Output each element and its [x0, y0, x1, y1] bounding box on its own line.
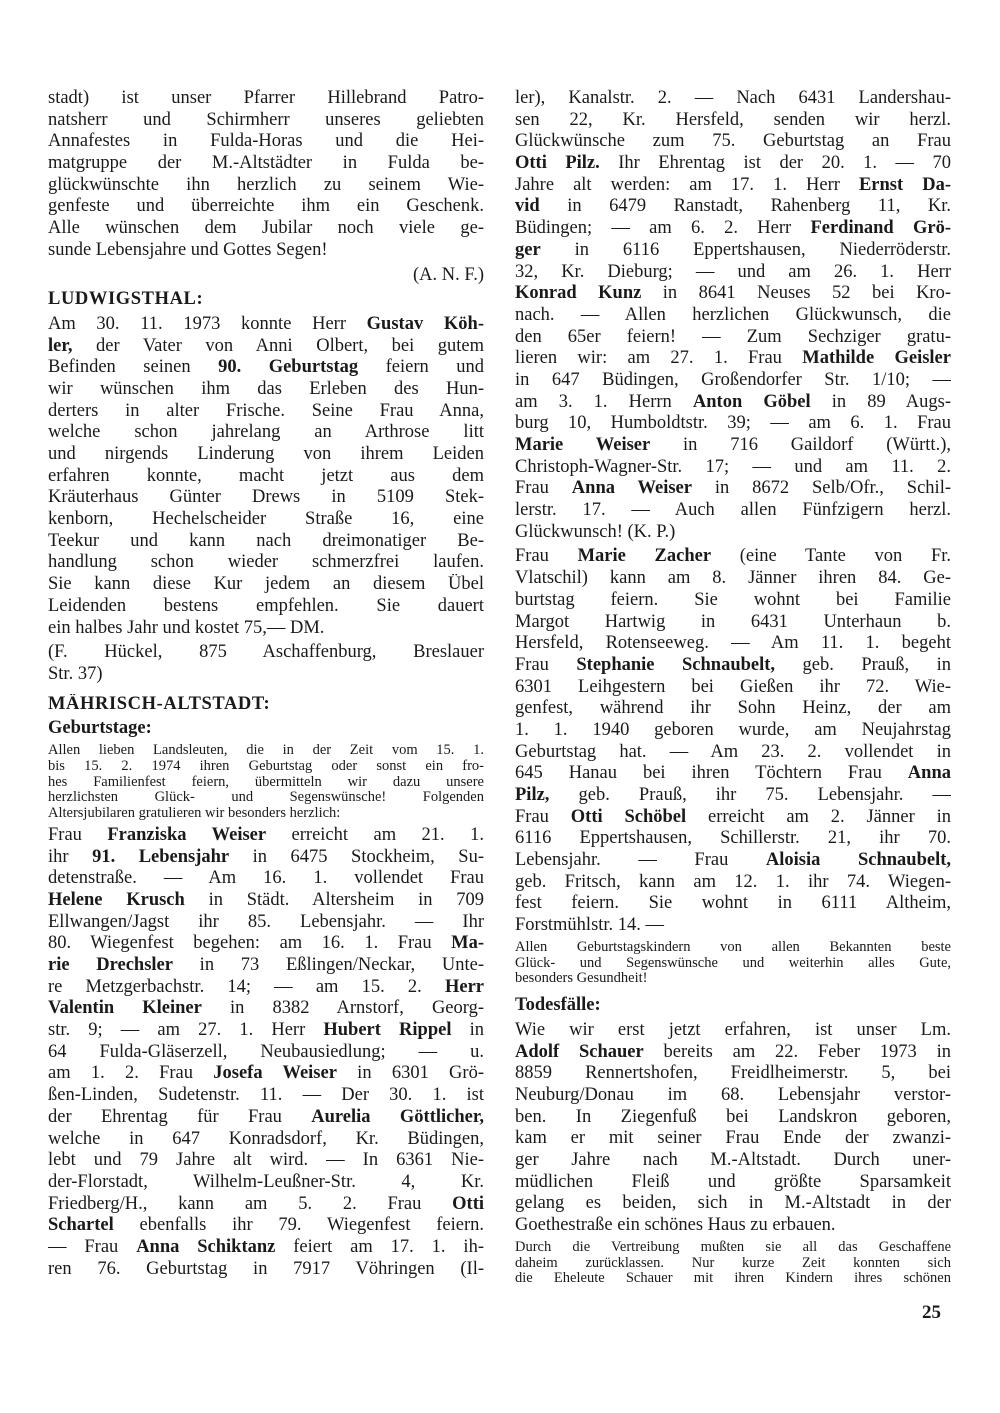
bold-name: Stephanie Schnaubelt,: [576, 654, 776, 675]
text-line: [48, 868, 484, 890]
text-line: [48, 1107, 484, 1129]
text-line: [48, 1259, 484, 1281]
bold-name: Aloisia Schnaubelt,: [765, 850, 951, 871]
text-run: erreicht am 2. Jänner in: [686, 806, 951, 827]
text-run: kam er mit seiner Frau Ende der zwanzi-: [515, 1128, 951, 1149]
bold-name: Otti: [452, 1193, 484, 1214]
text-line: [515, 763, 951, 785]
text-run: welche schon jahrelang an Arthrose litt: [48, 422, 484, 443]
text-line: [515, 88, 951, 110]
bold-name: Adolf Schauer: [515, 1041, 644, 1062]
text-run: Glück- und Segenswünsche und weiterhin alles Gute,: [515, 955, 951, 971]
text-line: [48, 1085, 484, 1107]
text-line: [515, 435, 951, 457]
text-line: [48, 1172, 484, 1194]
text-line: [515, 1085, 951, 1107]
text-run: bereits am 22. Feber 1973 in: [643, 1041, 951, 1062]
text-run: feiern und: [358, 357, 484, 378]
page-number: 25: [922, 1302, 941, 1323]
text-line: [515, 500, 951, 522]
text-line: [515, 522, 951, 544]
text-line: [515, 872, 951, 894]
text-line: [48, 240, 484, 262]
text-line: [48, 912, 484, 934]
bold-name: rie Drechsler: [48, 955, 173, 976]
left-column: [48, 88, 484, 1283]
text-run: fest feiern. Sie wohnt in 6111 Altheim,: [515, 893, 951, 914]
bold-name: Ferdinand Grö-: [810, 218, 951, 239]
text-run: 645 Hanau bei ihren Töchtern Frau: [515, 763, 908, 784]
text-line: [515, 655, 951, 677]
text-run: herzlichsten Glück- und Segenswünsche! Folgenden: [48, 790, 484, 806]
text-run: Glückwünsche zum 75. Geburtstag an Frau: [515, 131, 951, 152]
bold-name: Franziska Weiser: [107, 824, 267, 845]
text-run: ger Jahre nach M.-Altstadt. Durch uner-: [515, 1150, 951, 1171]
text-line: [515, 785, 951, 807]
paragraph: [48, 314, 484, 639]
text-run: Befinden seinen: [48, 357, 219, 378]
text-line: [515, 1240, 951, 1256]
text-run: in 8641 Neuses 52 bei Kro-: [641, 283, 951, 304]
text-line: [515, 546, 951, 568]
bold-name: vid: [515, 196, 540, 217]
text-run: hes Familienfest feiern, übermitteln wir dazu unsere: [48, 774, 484, 790]
text-line: [48, 574, 484, 596]
text-run: erreicht am 21. 1.: [266, 824, 484, 845]
text-run: burg 10, Humboldtstr. 39; — am 6. 1. Frau: [515, 413, 951, 434]
text-line: [48, 289, 484, 311]
text-run: (eine Tante von Fr.: [711, 546, 951, 567]
section-heading: [48, 289, 484, 311]
text-run: glückwünschte ihn herzlich zu seinem Wie-: [48, 174, 484, 195]
text-run: Goethestraße ein schönes Haus zu erbauen.: [515, 1215, 836, 1236]
text-run: handlung schon wieder schmerzfrei laufen.: [48, 552, 484, 573]
text-run: natsherr und Schirmherr unseres geliebten: [48, 109, 484, 130]
text-line: [48, 487, 484, 509]
text-run: kenborn, Hechelscheider Straße 16, eine: [48, 509, 484, 530]
text-run: ben. In Ziegenfuß bei Landskron geboren,: [515, 1106, 951, 1127]
bold-name: 90. Geburtstag: [218, 357, 359, 378]
text-line: [48, 847, 484, 869]
text-line: [48, 743, 484, 759]
text-run: Christoph-Wagner-Str. 17; — und am 11. 2.: [515, 456, 951, 477]
paragraph: [48, 825, 484, 1280]
text-line: [48, 509, 484, 531]
text-run: Frau: [515, 546, 578, 567]
text-run: der Ehrentag für Frau: [48, 1106, 312, 1127]
text-line: [515, 283, 951, 305]
text-line: [48, 596, 484, 618]
text-run: Frau: [515, 806, 571, 827]
text-line: [515, 590, 951, 612]
text-run: 6301 Leihgestern bei Gießen ihr 72. Wie-: [515, 676, 951, 697]
text-line: [515, 110, 951, 132]
text-line: [515, 893, 951, 915]
text-run: Frau: [515, 654, 577, 675]
text-run: den 65er feiern! — Zum Sechziger gratu-: [515, 326, 951, 347]
text-run: ßen-Linden, Sudetenstr. 11. — Der 30. 1. ist: [48, 1085, 484, 1106]
text-run: daheim zurücklassen. Nur kurze Zeit konnten sich: [515, 1255, 951, 1271]
bold-name: Herr: [444, 976, 484, 997]
text-line: [515, 131, 951, 153]
text-run: der Vater von Anni Olbert, bei gutem: [72, 335, 484, 356]
text-line: [515, 612, 951, 634]
text-line: [48, 218, 484, 240]
text-line: [515, 305, 951, 327]
text-run: Ihr Ehrentag ist der 20. 1. — 70: [599, 153, 951, 174]
text-run: burtstag feiern. Sie wohnt bei Familie: [515, 589, 951, 610]
text-run: (F. Hückel, 875 Aschaffenburg, Breslauer: [48, 642, 484, 663]
text-line: [515, 633, 951, 655]
bold-name: Anna Weiser: [571, 478, 692, 499]
text-run: in 8672 Selb/Ofr., Schil-: [691, 478, 951, 499]
text-run: — Frau: [48, 1236, 137, 1257]
text-line: [515, 1215, 951, 1237]
text-line: [48, 379, 484, 401]
text-line: [515, 971, 951, 987]
text-run: stadt) ist unser Pfarrer Hillebrand Patro-: [48, 88, 484, 108]
text-run: in 716 Gaildorf (Württ.),: [650, 435, 951, 455]
text-run: 6116 Eppertshausen, Schillerstr. 21, ihr 70.: [515, 828, 951, 849]
text-line: [515, 478, 951, 500]
paragraph: [515, 546, 951, 936]
text-line: [48, 825, 484, 847]
text-line: [48, 694, 484, 716]
bold-name: Valentin Kleiner: [48, 998, 202, 1019]
text-run: Leidenden bestens empfehlen. Sie dauert: [48, 595, 484, 616]
text-line: [48, 790, 484, 806]
text-run: Büdingen; — am 6. 2. Herr: [515, 218, 811, 239]
text-run: ihr: [48, 846, 93, 867]
text-line: [515, 568, 951, 590]
text-run: Geburtstage:: [48, 718, 152, 739]
text-line: [48, 401, 484, 423]
text-run: Am 30. 11. 1973 konnte Herr: [48, 313, 367, 334]
text-run: Hersfeld, Rotenseeweg. — Am 11. 1. begeht: [515, 633, 951, 654]
bold-name: ler,: [48, 335, 73, 356]
text-run: Frau: [48, 824, 108, 845]
bold-name: Ernst Da-: [858, 174, 951, 195]
text-line: [515, 370, 951, 392]
paragraph: [48, 88, 484, 262]
text-line: [515, 1172, 951, 1194]
text-line: [48, 1042, 484, 1064]
text-line: [48, 775, 484, 791]
text-run: geb. Prauß, ihr 75. Lebensjahr. —: [549, 785, 951, 805]
text-line: [48, 531, 484, 553]
text-run: 64 Fulda-Gläserzell, Neubausiedlung; — u.: [48, 1041, 484, 1062]
text-line: [48, 422, 484, 444]
text-run: sen 22, Kr. Hersfeld, senden wir herzl.: [515, 109, 951, 130]
text-run: ler), Kanalstr. 2. — Nach 6431 Landershau-: [515, 88, 951, 108]
text-run: Allen Geburtstagskindern von allen Bekannten beste: [515, 939, 951, 955]
text-line: [515, 1128, 951, 1150]
bold-name: Josefa Weiser: [213, 1063, 337, 1084]
text-line: [48, 153, 484, 175]
text-run: Geburtstag hat. — Am 23. 2. vollendet in: [515, 741, 951, 762]
text-line: [48, 1215, 484, 1237]
text-line: [515, 413, 951, 435]
text-run: 32, Kr. Dieburg; — und am 26. 1. Herr: [515, 261, 951, 282]
bold-name: Anna Schiktanz: [136, 1236, 276, 1257]
text-run: Margot Hartwig in 6431 Unterhaun b.: [515, 611, 951, 632]
text-line: [515, 153, 951, 175]
text-line: [48, 642, 484, 664]
text-line: [515, 1020, 951, 1042]
text-line: [515, 1150, 951, 1172]
text-line: [48, 1194, 484, 1216]
text-run: 80. Wiegenfest begehen: am 16. 1. Frau: [48, 933, 452, 954]
text-line: [515, 807, 951, 829]
text-run: Kräuterhaus Günter Drews in 5109 Stek-: [48, 487, 484, 508]
text-run: derters in alter Frische. Seine Frau Anna,: [48, 400, 484, 421]
bold-name: Otti Schöbel: [570, 806, 687, 827]
text-run: gelang es beiden, sich in M.-Altstadt in der: [515, 1193, 951, 1214]
bold-name: Gustav Köh-: [366, 313, 484, 334]
text-run: ebenfalls ihr 79. Wiegenfest feiern.: [113, 1215, 484, 1236]
bold-name: Anna: [907, 763, 951, 784]
text-line: [515, 1107, 951, 1129]
text-run: nach. — Allen herzlichen Glückwunsch, die: [515, 304, 951, 325]
author-signature: [48, 265, 484, 287]
text-line: [515, 218, 951, 240]
text-run: in 6301 Grö-: [336, 1063, 484, 1084]
text-run: wir wünschen ihm das Erleben des Hun-: [48, 378, 484, 399]
text-run: geb. Fritsch, kann am 12. 1. ihr 74. Wiegen-: [515, 871, 951, 892]
small-print-paragraph: [48, 743, 484, 822]
text-run: welche in 647 Konradsdorf, Kr. Büdingen,: [48, 1128, 484, 1149]
text-line: [48, 466, 484, 488]
text-run: Todesfälle:: [515, 995, 601, 1016]
text-run: ein halbes Jahr und kostet 75,— DM.: [48, 617, 325, 638]
text-line: [515, 698, 951, 720]
bold-name: Schartel: [48, 1215, 114, 1236]
text-line: [515, 175, 951, 197]
text-line: [48, 357, 484, 379]
text-run: Ellwangen/Jagst ihr 85. Lebensjahr. — Ihr: [48, 911, 484, 932]
text-run: Wie wir erst jetzt erfahren, ist unser Lm.: [515, 1019, 951, 1040]
text-line: [48, 718, 484, 740]
text-line: [515, 240, 951, 262]
text-line: [48, 664, 484, 686]
subsection-heading: [515, 995, 951, 1017]
text-run: in: [451, 1020, 484, 1041]
text-run: genfeste und überreichte ihm ein Geschenk.: [48, 196, 484, 217]
text-line: [48, 998, 484, 1020]
section-heading: [48, 694, 484, 716]
text-line: [515, 940, 951, 956]
text-line: [48, 1129, 484, 1151]
paragraph: [515, 1020, 951, 1237]
text-line: [515, 677, 951, 699]
text-run: str. 9; — am 27. 1. Herr: [48, 1020, 324, 1041]
text-line: [515, 1063, 951, 1085]
text-run: in 6479 Ranstadt, Rahenberg 11, Kr.: [539, 196, 951, 217]
text-run: matgruppe der M.-Altstädter in Fulda be-: [48, 153, 484, 174]
text-run: in Städt. Altersheim in 709: [184, 889, 484, 910]
text-run: genfest, während ihr Sohn Heinz, der am: [515, 698, 951, 719]
text-run: ren 76. Geburtstag in 7917 Vöhringen (Il-: [48, 1258, 484, 1279]
text-line: [48, 196, 484, 218]
text-run: Frau: [515, 478, 572, 499]
text-line: [515, 1042, 951, 1064]
text-run: in 6475 Stockheim, Su-: [229, 846, 484, 867]
text-line: [515, 956, 951, 972]
text-run: 8859 Rennertshofen, Freidlheimerstr. 5, bei: [515, 1063, 951, 1084]
text-run: Forstmühlstr. 14. —: [515, 915, 665, 936]
text-line: [48, 1063, 484, 1085]
text-run: besonders Gesundheit!: [515, 971, 648, 987]
text-line: [48, 1237, 484, 1259]
text-line: [48, 759, 484, 775]
text-run: Teekur und kann nach dreimonatiger Be-: [48, 530, 484, 551]
text-line: [515, 327, 951, 349]
paragraph: [515, 88, 951, 543]
bold-name: Pilz,: [515, 785, 550, 805]
text-line: [48, 955, 484, 977]
text-run: MÄHRISCH-ALTSTADT:: [48, 693, 271, 714]
bold-name: 91. Lebensjahr: [92, 846, 230, 867]
text-run: Annafestes in Fulda-Horas und die Hei-: [48, 131, 484, 152]
bold-name: Anton Göbel: [692, 391, 811, 412]
text-line: [48, 1150, 484, 1172]
bold-name: Ma-: [451, 933, 484, 954]
text-line: [515, 828, 951, 850]
bold-name: Konrad Kunz: [515, 283, 642, 304]
text-run: Vlatschil) kann am 8. Jänner ihren 84. Ge-: [515, 568, 951, 589]
text-run: erfahren konnte, macht jetzt aus dem: [48, 465, 484, 486]
text-run: in 647 Büdingen, Großendorfer Str. 1/10; —: [515, 369, 951, 390]
text-line: [515, 1271, 951, 1287]
text-line: [48, 1020, 484, 1042]
text-line: [515, 1256, 951, 1272]
text-run: sunde Lebensjahre und Gottes Segen!: [48, 239, 328, 260]
text-line: [515, 915, 951, 937]
text-line: [515, 392, 951, 414]
bold-name: Marie Weiser: [515, 435, 651, 455]
text-line: [48, 806, 484, 822]
text-line: [48, 977, 484, 999]
text-run: der-Florstadt, Wilhelm-Leußner-Str. 4, Kr.: [48, 1171, 484, 1192]
text-run: lebt und 79 Jahre alt wird. — In 6361 Nie-: [48, 1150, 484, 1171]
text-line: [48, 110, 484, 132]
text-line: [48, 552, 484, 574]
bold-name: Helene Krusch: [48, 889, 185, 910]
text-run: Neuburg/Donau im 68. Lebensjahr verstor-: [515, 1084, 951, 1105]
text-run: Durch die Vertreibung mußten sie all das Geschaffene: [515, 1239, 951, 1255]
bold-name: Aurelia Göttlicher,: [311, 1106, 484, 1127]
text-run: am 1. 2. Frau: [48, 1063, 214, 1084]
text-line: [515, 720, 951, 742]
text-run: bis 15. 2. 1974 ihren Geburtstag oder sonst ein fro-: [48, 758, 484, 774]
text-run: re Metzgerbachstr. 14; — am 15. 2.: [48, 976, 445, 997]
right-column: [515, 88, 951, 1290]
bold-name: Hubert Rippel: [323, 1020, 452, 1041]
text-line: [48, 890, 484, 912]
text-run: müdlichen Fleiß und größte Sparsamkeit: [515, 1171, 951, 1192]
text-line: [515, 850, 951, 872]
text-run: Friedberg/H., kann am 5. 2. Frau: [48, 1193, 453, 1214]
text-line: [515, 196, 951, 218]
text-line: [515, 457, 951, 479]
paragraph: [48, 642, 484, 685]
text-run: (A. N. F.): [413, 264, 484, 285]
text-run: am 3. 1. Herrn: [515, 391, 693, 412]
text-line: [48, 444, 484, 466]
text-run: feiert am 17. 1. ih-: [275, 1236, 484, 1257]
subsection-heading: [48, 718, 484, 740]
text-run: in 73 Eßlingen/Neckar, Unte-: [172, 955, 484, 976]
text-run: Allen lieben Landsleuten, die in der Zeit vom 15. 1.: [48, 742, 484, 758]
bold-name: Marie Zacher: [577, 546, 712, 567]
text-run: Sie kann diese Kur jedem an diesem Übel: [48, 574, 484, 595]
bold-name: ger: [515, 239, 541, 260]
text-line: [48, 131, 484, 153]
text-run: Alle wünschen dem Jubilar noch viele ge-: [48, 218, 484, 239]
text-line: [515, 262, 951, 284]
text-line: [48, 265, 484, 287]
text-line: [515, 742, 951, 764]
text-run: Lebensjahr. — Frau: [515, 850, 766, 871]
text-line: [48, 933, 484, 955]
text-line: [515, 348, 951, 370]
text-run: geb. Prauß, in: [775, 654, 951, 675]
text-run: die Eheleute Schauer mit ihren Kindern ihres schönen: [515, 1271, 951, 1287]
text-run: lieren wir: am 27. 1. Frau: [515, 348, 803, 369]
text-run: Jahre alt werden: am 17. 1. Herr: [515, 174, 859, 195]
text-run: lerstr. 17. — Auch allen Fünfzigern herzl.: [515, 500, 951, 521]
text-line: [48, 314, 484, 336]
text-run: und nirgends Linderung von ihrem Leiden: [48, 444, 484, 464]
text-run: LUDWIGSTHAL:: [48, 289, 204, 310]
text-line: [515, 995, 951, 1017]
text-line: [48, 88, 484, 110]
text-run: 1. 1. 1940 geboren wurde, am Neujahrstag: [515, 719, 951, 740]
text-run: in 89 Augs-: [810, 391, 951, 412]
small-print-paragraph: [515, 940, 951, 987]
small-print-paragraph: [515, 1240, 951, 1287]
text-run: in 8382 Arnstorf, Georg-: [201, 998, 484, 1019]
text-line: [48, 618, 484, 640]
text-run: Str. 37): [48, 663, 103, 684]
bold-name: Otti Pilz.: [515, 153, 600, 174]
text-run: detenstraße. — Am 16. 1. vollendet Frau: [48, 868, 484, 889]
text-run: Altersjubilaren gratulieren wir besonders herzlich:: [48, 806, 341, 822]
text-line: [515, 1193, 951, 1215]
bold-name: Mathilde Geisler: [802, 348, 951, 369]
text-line: [48, 336, 484, 358]
text-line: [48, 175, 484, 197]
text-run: in 6116 Eppertshausen, Niederröderstr.: [540, 239, 951, 260]
text-run: Glückwunsch! (K. P.): [515, 521, 676, 542]
